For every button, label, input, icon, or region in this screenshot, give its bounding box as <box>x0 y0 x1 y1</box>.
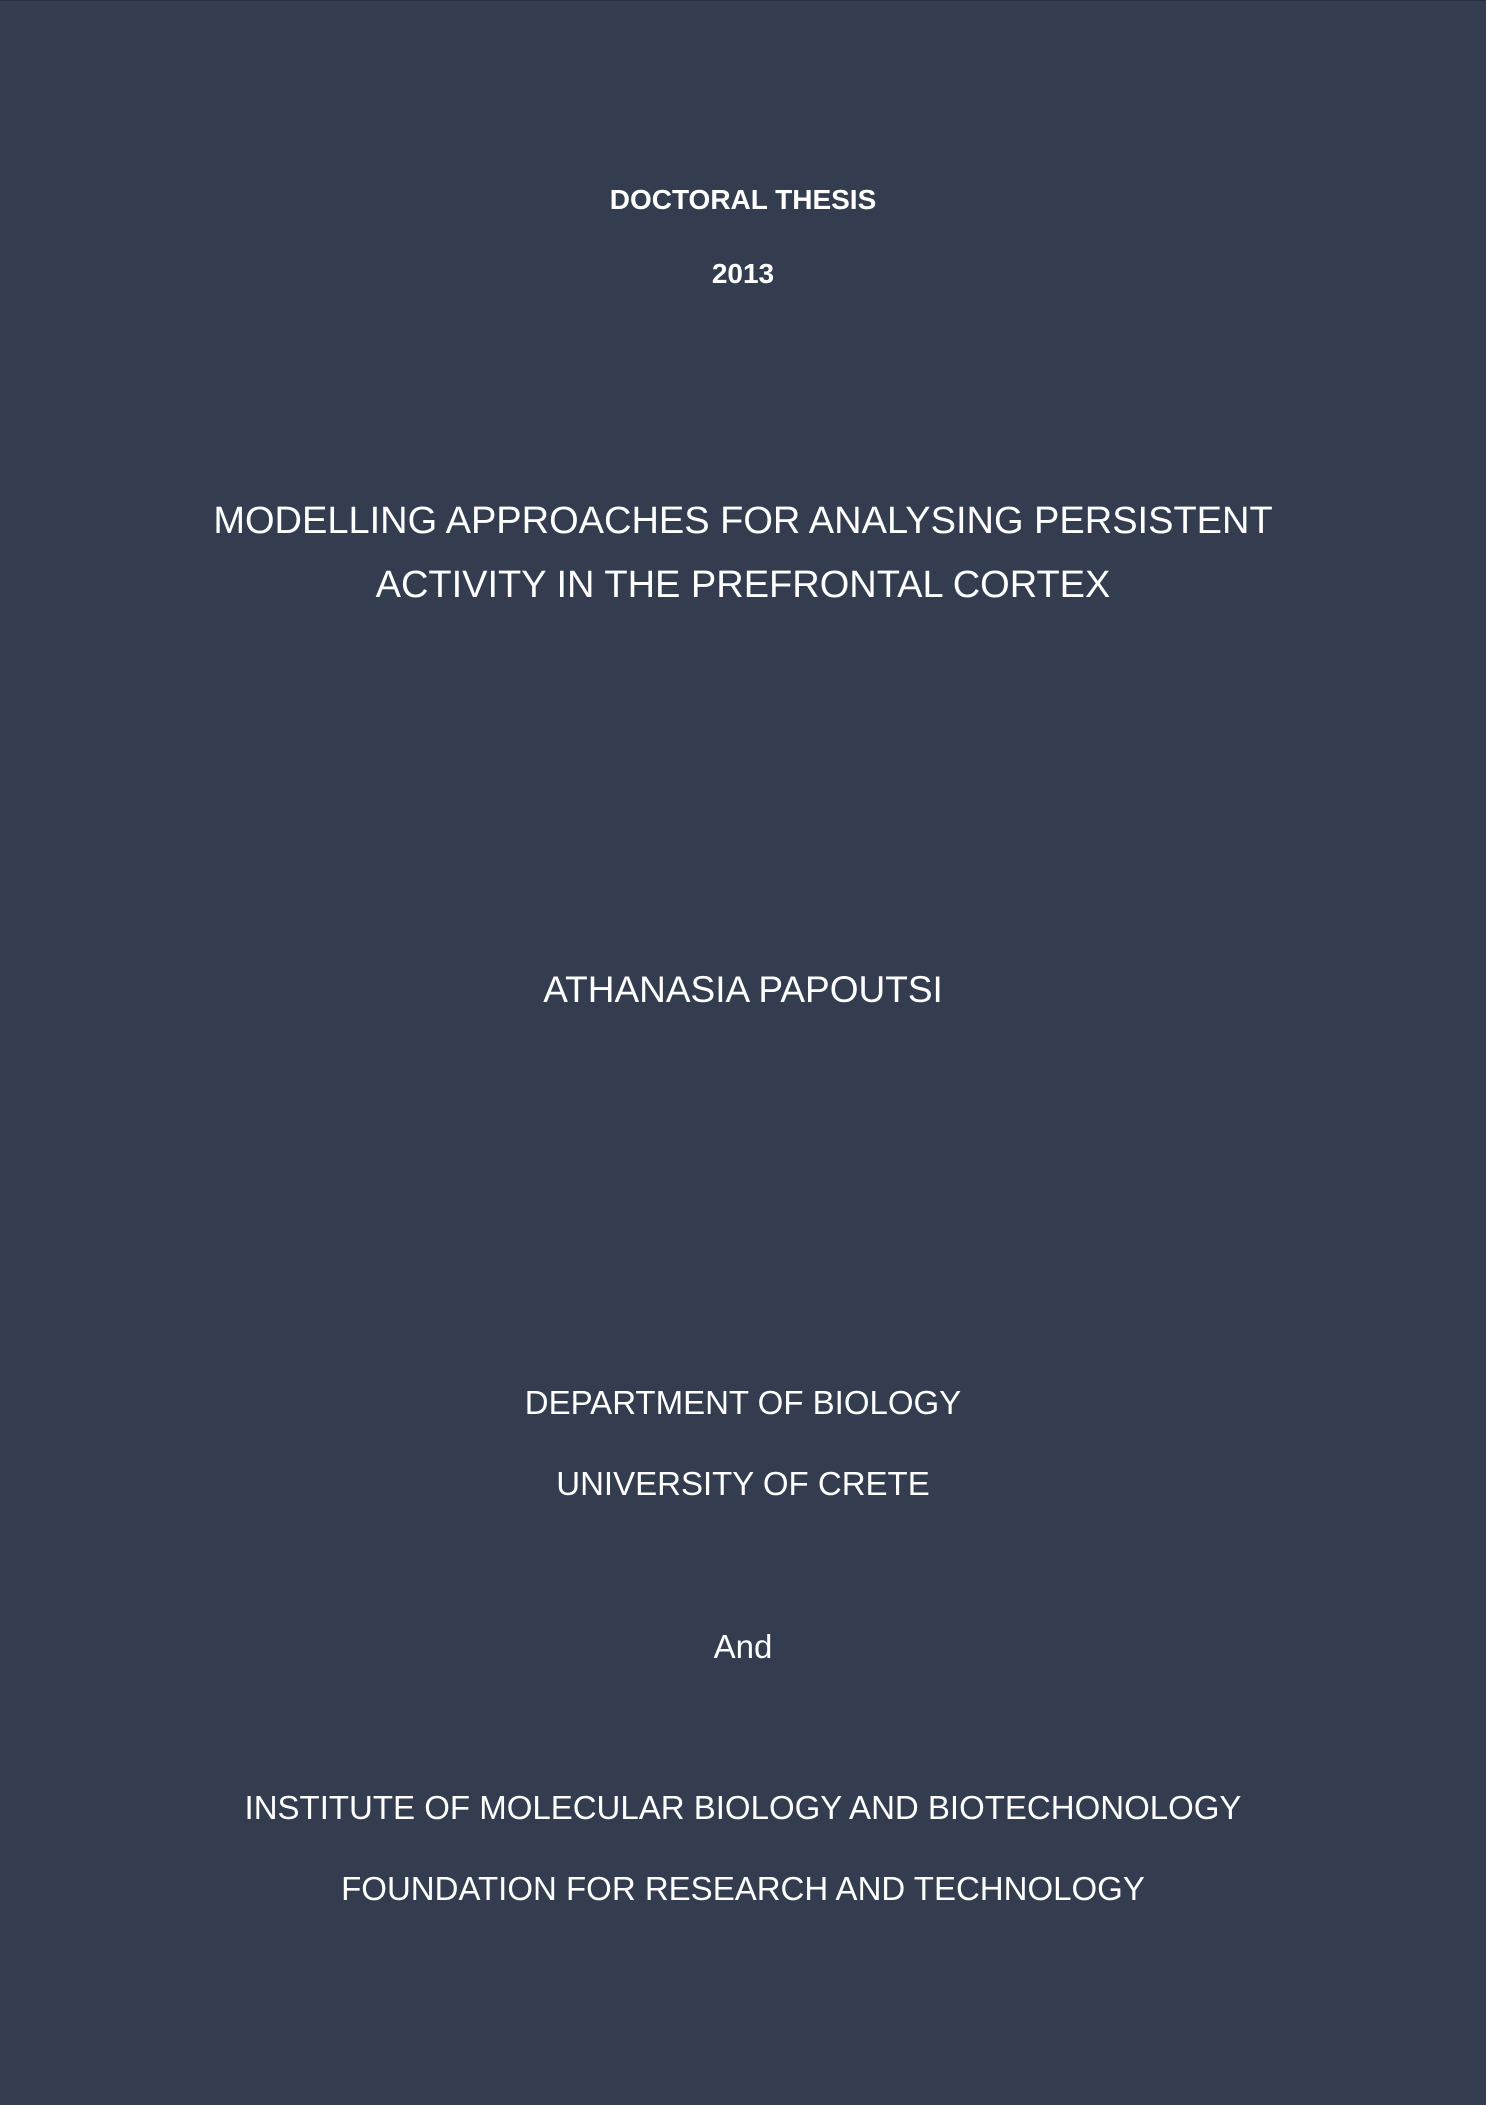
document-type-label: DOCTORAL THESIS <box>609 184 877 215</box>
institute-name: INSTITUTE OF MOLECULAR BIOLOGY AND BIOTECHONOLOGY <box>244 1789 1242 1826</box>
department-name: DEPARTMENT OF BIOLOGY <box>524 1384 962 1421</box>
thesis-title-line-1: MODELLING APPROACHES FOR ANALYSING PERSISTENT <box>213 500 1273 542</box>
publication-year: 2013 <box>711 258 775 289</box>
thesis-title-line-2: ACTIVITY IN THE PREFRONTAL CORTEX <box>375 564 1111 606</box>
author-name: ATHANASIA PAPOUTSI <box>543 969 943 1010</box>
foundation-name: FOUNDATION FOR RESEARCH AND TECHNOLOGY <box>341 1870 1145 1907</box>
university-name: UNIVERSITY OF CRETE <box>556 1465 930 1502</box>
affiliation-conjunction: And <box>713 1628 773 1665</box>
